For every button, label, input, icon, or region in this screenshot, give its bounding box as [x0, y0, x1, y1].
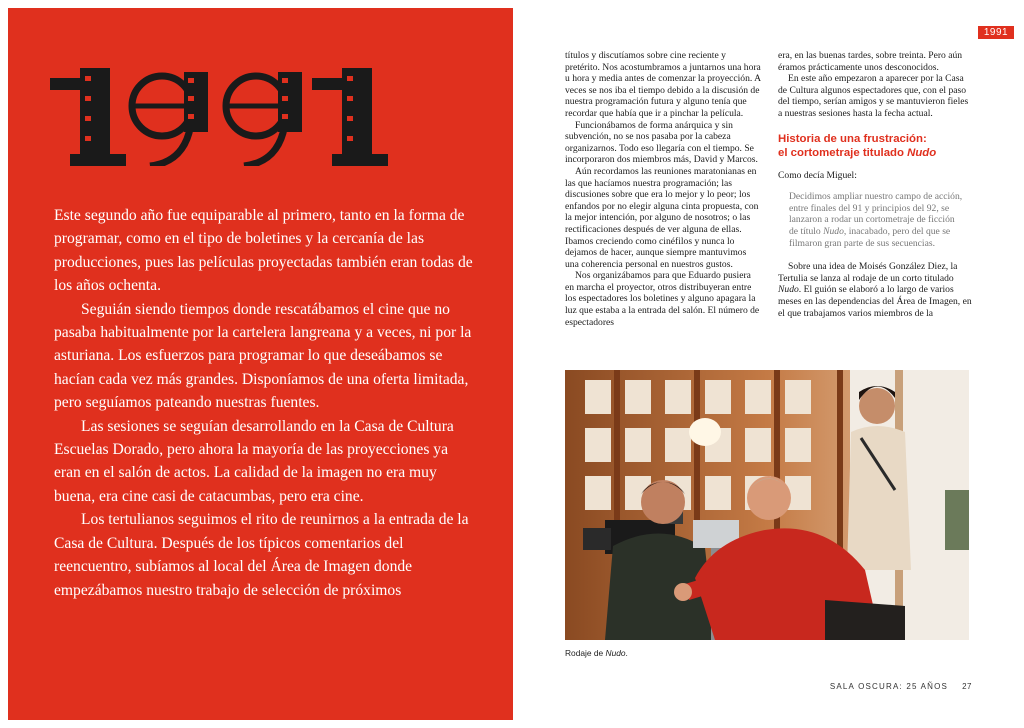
- caption-text: .: [625, 648, 628, 658]
- left-paragraph: Seguián siendo tiempos donde rescatábamos el cine que no pasaba habitualmente por la cartelera langreana y a veces, ni por la asturiana. Los esfuerzos para programar lo que deseábamos se hacían cada vez más grandes. Disponíamos de una oferta limitada, pero seguíamos pateando nuestras fuentes.: [54, 300, 472, 412]
- caption-text: Rodaje de: [565, 648, 606, 658]
- text-column-1: [565, 50, 761, 328]
- quote-text: Decidimos ampliar nuestro campo de acción, entre finales del 91 y principios del 92, se lanzaron a rodar un cortometraje de ficción de título: [789, 191, 963, 237]
- page-footer: [830, 682, 972, 691]
- digit-1-first: [50, 68, 126, 166]
- section-heading-line2: el cortometraje titulado: [778, 146, 908, 159]
- left-page: [8, 8, 513, 720]
- column-paragraph: Funcionábamos de forma anárquica y sin subvención, no se nos pasaba por la cabeza organizarnos. Todo eso llegaría con el tiempo. Se incorporaron dos miembros más, David y Marcos.: [565, 119, 758, 166]
- footer-book-title: SALA OSCURA: 25 AÑOS: [829, 682, 949, 691]
- year-corner-tab: 1991: [978, 26, 1014, 39]
- digit-9-first: [132, 72, 208, 166]
- section-heading-line1: Historia de una frustración:: [778, 132, 927, 145]
- film-shoot-photo: [565, 370, 969, 640]
- section-heading: [778, 132, 974, 160]
- quote-intro: Como decía Miguel:: [778, 169, 857, 181]
- photo-illustration: [565, 370, 969, 640]
- column-paragraph: Nos organizábamos para que Eduardo pusiera en marcha el proyector, otros distribuyeran entre los espectadores los boletines y alguno apagara la luz que estaba a la entrada del salón. El número de espectadores: [565, 270, 760, 328]
- closing-text: . El guión se elaboró a lo largo de varios meses en las dependencias del Área de Imagen, en el que trabajamos varios miembros de la: [778, 284, 972, 319]
- quote-film-title: Nudo: [823, 225, 844, 237]
- column-paragraph: [778, 261, 974, 319]
- column-paragraph: era, en las buenas tardes, sobre treinta. Pero aún éramos prácticamente unos desconocidos.: [778, 50, 963, 73]
- closing-text: Sobre una idea de Moisés González Diez, la Tertulia se lanza al rodaje de un corto titulado: [778, 261, 958, 284]
- column-paragraph: En este año empezaron a aparecer por la Casa de Cultura algunos espectadores que, con el paso del tiempo, serían amigos y se mantuvieron fieles a nuestras sesiones hasta la fecha actual.: [778, 73, 969, 119]
- block-quote: [778, 191, 974, 249]
- photo-caption: [565, 648, 628, 658]
- page-number: 27: [962, 682, 972, 691]
- closing-film-title: Nudo: [778, 284, 799, 296]
- column-paragraph: títulos y discutíamos sobre cine reciente y pretérito. Nos acostumbramos a juntarnos una hora u hora y media antes de comenzar la proyección. A veces se nos iba el tiempo debido a la discusión de nuestra programación futura y alguno tenía que recordar que había que ir a pinchar la película.: [565, 50, 761, 119]
- right-page: [513, 8, 1024, 720]
- quote-text: , inacabado, pero del que se filmaron gran parte de sus secuencias.: [789, 225, 951, 249]
- left-paragraph: Los tertulianos seguimos el rito de reunirnos a la entrada de la Casa de Cultura. Después de los típicos comentarios del reencuentro, subíamos al local del Área de Imagen donde empezábamos nuestro trabajo de selección de próximos: [54, 511, 469, 599]
- left-paragraph: Las sesiones se seguían desarrollando en la Casa de Cultura Escuelas Dorado, pero ahora la mayoría de las proyecciones ya eran en el salón de actos. La calidad de la imagen no era muy buena, era cine casi de catacumbas, pero era cine.: [54, 417, 454, 505]
- column-paragraph: Aún recordamos las reuniones maratonianas en las que hacíamos nuestra programación; las discusiones sobre que era lo mejor y lo peor; los enfandos por no elegir alguna cinta propuesta, con la mejor intención, por alguno de nosotros; o las rectificaciones después de ver alguna de ellas. Ibamos creciendo como cinéfilos y nunca lo dejamos de hacer, aunque siempre mantuvimos una coherencia personal en nuestros gustos.: [565, 165, 759, 270]
- left-paragraph: Este segundo año fue equiparable al primero, tanto en la forma de programar, como en el tipo de boletines y la cercanía de las producciones, pues las películas proyectadas también eran todas de los años ochenta.: [54, 207, 473, 295]
- digit-1-second: [312, 68, 388, 166]
- section-heading-film-title: Nudo: [907, 146, 937, 159]
- year-title-graphic: [50, 66, 390, 166]
- digit-9-second: [226, 72, 302, 166]
- left-body-text: [54, 204, 474, 602]
- text-column-2: [778, 50, 974, 319]
- caption-film-title: Nudo: [605, 648, 626, 658]
